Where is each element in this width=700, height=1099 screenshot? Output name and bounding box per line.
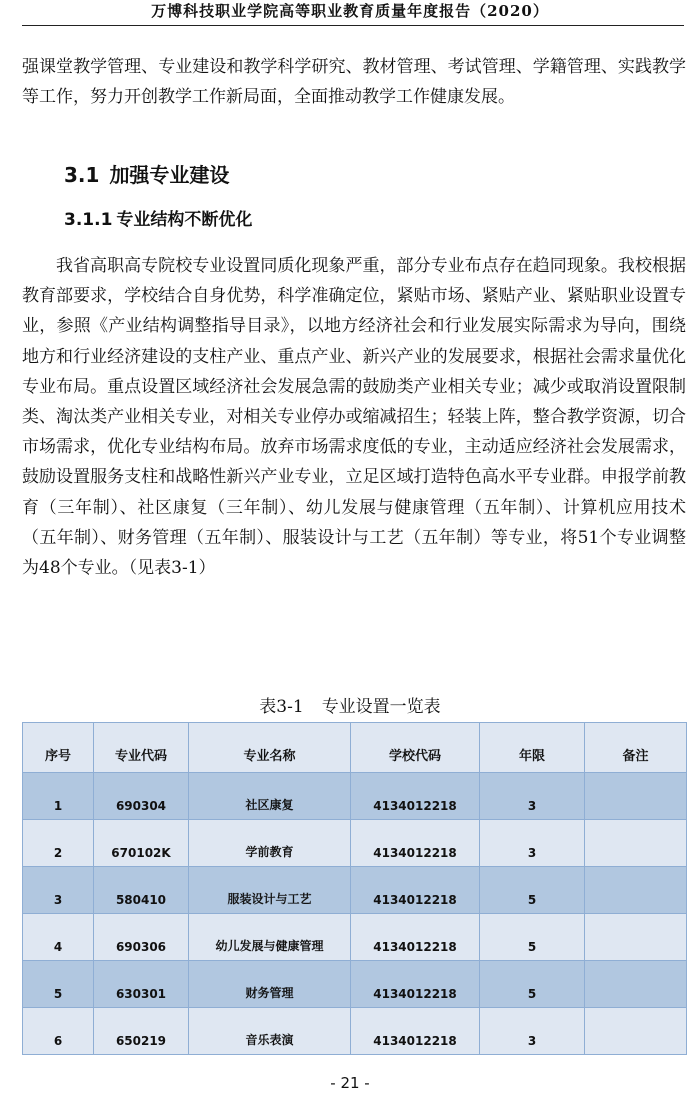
cell-index: 4 <box>23 914 94 961</box>
page-number: - 21 - <box>330 1074 370 1092</box>
table-row <box>23 914 687 961</box>
table-caption-title: 专业设置一览表 <box>321 697 441 717</box>
cell-duration: 3 <box>480 1008 585 1055</box>
column-header-index: 序号 <box>23 723 94 773</box>
table-row <box>23 773 687 820</box>
cell-major-code: 580410 <box>94 867 189 914</box>
cell-remarks <box>585 961 687 1008</box>
cell-duration: 3 <box>480 820 585 867</box>
table-row <box>23 1008 687 1055</box>
cell-major-code: 690306 <box>94 914 189 961</box>
cell-remarks <box>585 820 687 867</box>
cell-school-code: 4134012218 <box>351 1008 480 1055</box>
subsection-heading <box>64 206 252 234</box>
cell-index: 1 <box>23 773 94 820</box>
cell-remarks <box>585 1008 687 1055</box>
cell-duration: 3 <box>480 773 585 820</box>
column-header-major-code: 专业代码 <box>94 723 189 773</box>
cell-major-name: 社区康复 <box>189 773 351 820</box>
table-caption-number: 表3-1 <box>259 697 304 717</box>
subsection-number: 3.1.1 <box>64 210 113 230</box>
section-title: 加强专业建设 <box>109 163 230 187</box>
section-heading <box>64 160 229 190</box>
cell-index: 3 <box>23 867 94 914</box>
cell-major-name: 财务管理 <box>189 961 351 1008</box>
column-header-school-code: 学校代码 <box>351 723 480 773</box>
cell-major-code: 670102K <box>94 820 189 867</box>
cell-duration: 5 <box>480 961 585 1008</box>
body-paragraph: 我省高职高专院校专业设置同质化现象严重，部分专业布点存在趋同现象。我校根据教育部要求，学校结合自身优势，科学准确定位，紧贴市场、紧贴产业、紧贴职业设置专业，参照《产业结构调整指导目录》，以地方经济社会和行业发展实际需求为导向，围绕地方和行业经济建设的支柱产业、重点产业、新兴产业的发展要求，根据社会需求量优化专业布局。重点设置区域经济社会发展急需的鼓励类产业相关专业；减少或取消设置限制类、淘汰类产业相关专业，对相关专业停办或缩减招生；轻装上阵，整合教学资源，切合市场需求，优化专业结构布局。放弃市场需求度低的专业，主动适应经济社会发展需求，鼓励设置服务支柱和战略性新兴产业专业，立足区域打造特色高水平专业群。申报学前教育（三年制）、社区康复（三年制）、幼儿发展与健康管理（五年制）、计算机应用技术（五年制）、财务管理（五年制）、服装设计与工艺（五年制）等专业，将51个专业调整为48个专业。（见表3-1） <box>22 256 686 579</box>
cell-major-name: 幼儿发展与健康管理 <box>189 914 351 961</box>
intro-paragraph: 强课堂教学管理、专业建设和教学科学研究、教材管理、考试管理、学籍管理、实践教学等工作，努力开创教学工作新局面，全面推动教学工作健康发展。 <box>22 57 686 108</box>
cell-index: 5 <box>23 961 94 1008</box>
table-row <box>23 867 687 914</box>
cell-school-code: 4134012218 <box>351 773 480 820</box>
subsection-title: 专业结构不断优化 <box>116 210 253 230</box>
table-header-row <box>23 723 687 773</box>
table-caption <box>0 694 700 720</box>
cell-duration: 5 <box>480 867 585 914</box>
cell-remarks <box>585 867 687 914</box>
cell-remarks <box>585 914 687 961</box>
column-header-major-name: 专业名称 <box>189 723 351 773</box>
cell-school-code: 4134012218 <box>351 820 480 867</box>
header-divider <box>22 25 684 26</box>
cell-major-name: 服装设计与工艺 <box>189 867 351 914</box>
cell-major-code: 650219 <box>94 1008 189 1055</box>
cell-school-code: 4134012218 <box>351 961 480 1008</box>
major-list-table <box>22 722 687 1055</box>
table-row <box>23 820 687 867</box>
section-number: 3.1 <box>64 163 100 187</box>
column-header-duration: 年限 <box>480 723 585 773</box>
cell-major-name: 音乐表演 <box>189 1008 351 1055</box>
cell-remarks <box>585 773 687 820</box>
cell-school-code: 4134012218 <box>351 867 480 914</box>
cell-index: 6 <box>23 1008 94 1055</box>
report-header: 万博科技职业学院高等职业教育质量年度报告（2020） <box>151 2 549 20</box>
cell-duration: 5 <box>480 914 585 961</box>
table-row <box>23 961 687 1008</box>
column-header-remarks: 备注 <box>585 723 687 773</box>
cell-index: 2 <box>23 820 94 867</box>
cell-major-name: 学前教育 <box>189 820 351 867</box>
cell-major-code: 690304 <box>94 773 189 820</box>
cell-school-code: 4134012218 <box>351 914 480 961</box>
cell-major-code: 630301 <box>94 961 189 1008</box>
